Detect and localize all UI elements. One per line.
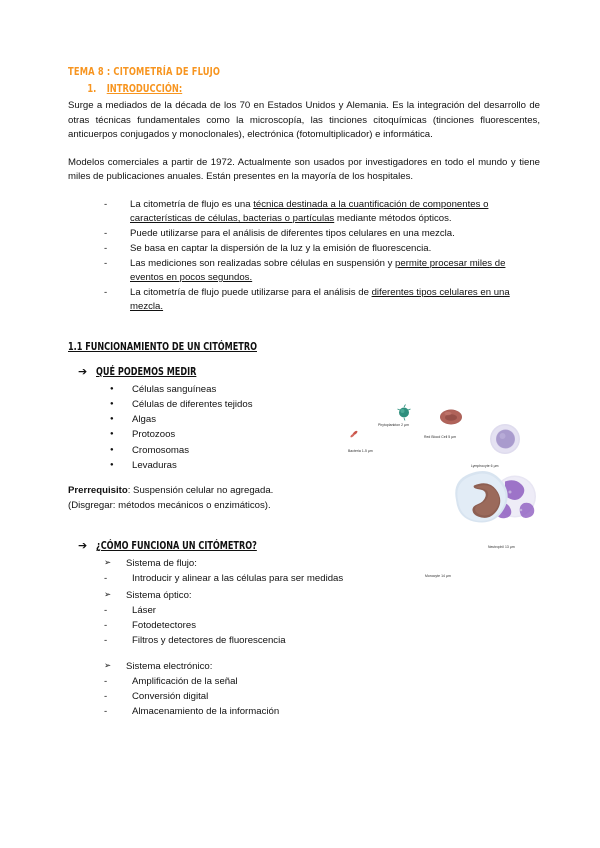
- figure-label-monocyte: Monocyte 14 µm: [425, 574, 451, 578]
- como-funciona-group-2-items: [68, 603, 540, 648]
- list-item: ➢ Sistema electrónico:: [104, 659, 540, 674]
- subsection-que-podemos-medir-row: [68, 362, 540, 380]
- prerequisite-line-2: (Disgregar: métodos mecánicos o enzimáticos).: [68, 499, 271, 511]
- list-item: [104, 198, 540, 227]
- right-arrow-icon: ➔: [78, 364, 88, 378]
- list-item: - Amplificación de la señal: [104, 674, 540, 689]
- section-1-label: INTRODUCCIÓN:: [106, 83, 183, 95]
- section-1-number: 1.: [87, 83, 97, 95]
- red-blood-cell-shape: [440, 410, 462, 425]
- intro-bullet-list: [68, 198, 540, 314]
- list-item: [104, 286, 540, 315]
- prerequisite-label: Prerrequisito: [68, 485, 128, 497]
- section-1-1-heading: 1.1 FUNCIONAMIENTO DE UN CITÓMETRO: [68, 340, 257, 353]
- list-item: - Conversión digital: [104, 689, 540, 704]
- bullet-text-underlined: diferentes tipos celulares en una mezcla.: [130, 286, 510, 313]
- list-item: ➢ Sistema óptico:: [104, 588, 540, 603]
- subsection-que-podemos-medir-heading: QUÉ PODEMOS MEDIR: [96, 365, 197, 378]
- como-funciona-group-3: [68, 659, 540, 674]
- list-item: ● Algas: [110, 412, 540, 427]
- list-item: ● Cromosomas: [110, 443, 540, 458]
- bullet-text-pre: Las mediciones son realizadas sobre células en suspensión y: [130, 257, 396, 269]
- figure-label-lymphocyte: Lymphocyte 6 µm: [471, 464, 499, 468]
- list-item: [104, 242, 540, 256]
- spacer: [68, 648, 540, 657]
- list-item: - Láser: [104, 603, 540, 618]
- figure-label-neutrophil: Neutrophil 13 µm: [488, 545, 515, 549]
- bullet-text-pre: Se basa en captar la dispersión de la luz y la emisión de fluorescencia.: [130, 242, 432, 254]
- blood-cell-figure: [340, 404, 552, 578]
- list-item: - Fotodetectores: [104, 618, 540, 633]
- lymphocyte-shape: [490, 424, 520, 454]
- list-item: - Introducir y alinear a las células para ser medidas: [104, 571, 540, 586]
- bullet-text-underlined: permite procesar miles de eventos en pocos segundos.: [130, 257, 506, 283]
- como-funciona-group-2: [68, 588, 540, 603]
- como-funciona-group-3-items: [68, 674, 540, 719]
- como-funciona-group-1: [68, 556, 540, 571]
- list-item: ● Células de diferentes tejidos: [110, 397, 540, 412]
- monocyte-shape: [455, 471, 507, 523]
- list-item: [104, 227, 540, 241]
- bullet-text-pre: Puede utilizarse para el análisis de diferentes tipos celulares en una mezcla.: [130, 228, 455, 240]
- list-item: [104, 257, 540, 286]
- right-arrow-icon: ➔: [78, 539, 88, 553]
- spacer: [68, 315, 540, 337]
- section-1-heading: [68, 83, 483, 95]
- phytoplankton-shape: [398, 405, 411, 421]
- intro-paragraph-1: Surge a mediados de la década de los 70 en Estados Unidos y Alemania. Es la integración del desarrollo de otras técnicas fundamentales como la microscopía, las tinciones citoquímicas (tinciones fluorescentes, anticuerpos conjugados y monoclonales), electrónica (fotomultiplicador) e informática.: [68, 100, 540, 141]
- list-item: - Filtros y detectores de fluorescencia: [104, 633, 540, 648]
- bullet-text-post: mediante métodos ópticos.: [334, 213, 452, 225]
- prerequisite-text: : Suspensión celular no agregada.: [127, 485, 274, 497]
- page-title: TEMA 8 : CITOMETRÍA DE FLUJO: [68, 66, 221, 78]
- bullet-text-pre: La citometría de flujo puede utilizarse para el análisis de: [130, 286, 372, 298]
- list-item: ● Protozoos: [110, 427, 540, 442]
- subsection-como-funciona-heading: ¿CÓMO FUNCIONA UN CITÓMETRO?: [96, 540, 257, 553]
- bacteria-shape: [350, 430, 358, 438]
- como-funciona-group-1-items: [68, 571, 540, 586]
- list-item: - Almacenamiento de la información: [104, 704, 540, 719]
- list-item: ➢ Sistema de flujo:: [104, 556, 540, 571]
- blood-cell-figure-svg: [340, 404, 552, 532]
- figure-label-bacteria: Bacteria 1-5 µm: [348, 449, 373, 453]
- figure-label-red-blood-cell: Red Blood Cell 5 µm: [424, 435, 457, 439]
- bullet-text-pre: La citometría de flujo es una: [130, 198, 254, 210]
- figure-label-phytoplankton: Phytoplankton 2 µm: [378, 423, 409, 427]
- subsection-como-funciona-row: [68, 536, 540, 554]
- list-item: ● Levaduras: [110, 458, 540, 473]
- bullet-text-underlined: técnica destinada a la cuantificación de componentes o características de células, bacterias o partículas: [130, 198, 489, 225]
- list-item: ● Células sanguíneas: [110, 382, 540, 397]
- section-1-1-heading-row: [68, 337, 540, 355]
- intro-paragraph-2: Modelos comerciales a partir de 1972. Actualmente son usados por investigadores en todo el mundo y tiene miles de publicaciones anuales. Están presentes en la mayoría de los hospitales.: [68, 156, 540, 183]
